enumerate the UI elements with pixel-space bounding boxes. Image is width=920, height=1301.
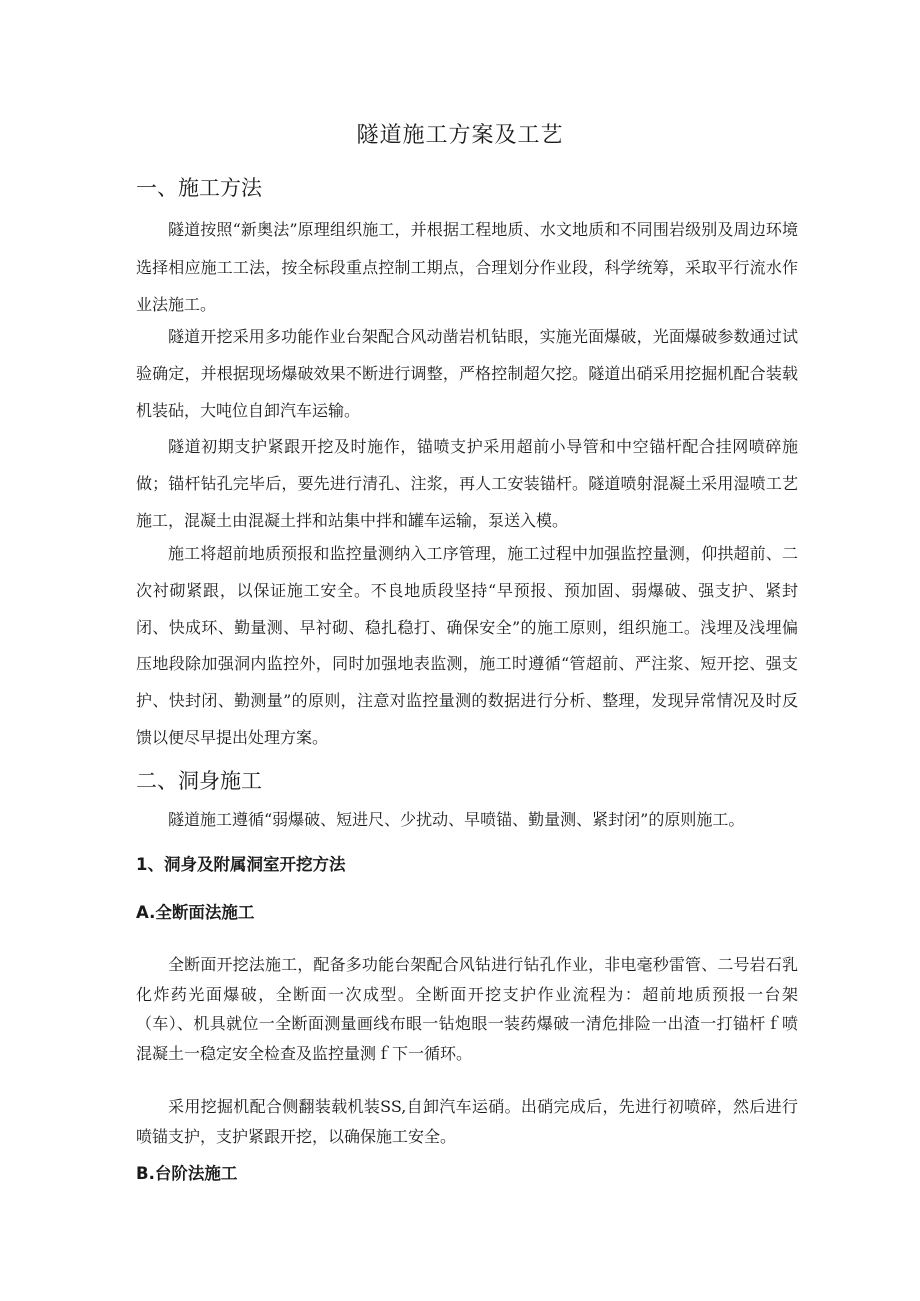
section-heading-construction-method: 一、施工方法: [136, 176, 262, 200]
paragraph: 采用挖掘机配合侧翻装载机装SS,自卸汽车运硝。出硝完成后，先进行初喷碎，然后进行喷锚支护，支护紧跟开挖，以确保施工安全。: [136, 1097, 798, 1146]
paragraph: 隧道开挖采用多功能作业台架配合风动凿岩机钻眼，实施光面爆破，光面爆破参数通过试验确定，并根据现场爆破效果不断进行调整，严格控制超欠挖。隧道出硝采用挖掘机配合装载机装砧，大吨位自卸汽车运输。: [136, 327, 798, 420]
subsection-heading: A.全断面法施工: [136, 903, 255, 922]
subsection-heading: 1、洞身及附属洞室开挖方法: [136, 855, 346, 874]
paragraph: 隧道按照“新奥法”原理组织施工，并根据工程地质、水文地质和不同围岩级别及周边环境选择相应施工工法，按全标段重点控制工期点，合理划分作业段，科学统筹，采取平行流水作业法施工。: [136, 220, 798, 314]
paragraph: 施工将超前地质预报和监控量测纳入工序管理，施工过程中加强监控量测，仰拱超前、二次衬砌紧跟，以保证施工安全。不良地质段坚持“早预报、预加固、弱爆破、强支护、紧封闭、快成环、勤量测、早衬砌、稳扎稳打、确保安全”的施工原则，组织施工。浅埋及浅埋偏压地段除加强洞内监控外，同时加强地表监测，施工时遵循“管超前、严注浆、短开挖、强支护、快封闭、勤测量”的原则，注意对监控量测的数据进行分析、整理，发现异常情况及时反馈以便尽早提出处理方案。: [136, 544, 798, 747]
paragraph: 全断面开挖法施工，配备多功能台架配合风钻进行钻孔作业，非电毫秒雷管、二号岩石乳化炸药光面爆破，全断面一次成型。全断面开挖支护作业流程为：超前地质预报一台架（车）、机具就位一全断面测量画线布眼一钻炮眼一装药爆破一清危排险一出渣一打锚杆ｆ喷混凝土一稳定安全检查及监控量测ｆ下一循环。: [136, 955, 798, 1063]
section-heading-tunnel-body: 二、洞身施工: [136, 769, 262, 793]
paragraph: 隧道施工遵循“弱爆破、短进尺、少扰动、早喷锚、勤量测、紧封闭”的原则施工。: [168, 810, 745, 829]
paragraph: 隧道初期支护紧跟开挖及时施作，锚喷支护采用超前小导管和中空锚杆配合挂网喷碎施做；锚杆钻孔完毕后，要先进行清孔、注浆，再人工安装锚杆。隧道喷射混凝土采用湿喷工艺施工，混凝土由混凝土拌和站集中拌和罐车运输，泵送入模。: [136, 437, 798, 530]
page-title: 隧道施工方案及工艺: [356, 123, 564, 148]
subsection-heading: B.台阶法施工: [136, 1164, 238, 1183]
